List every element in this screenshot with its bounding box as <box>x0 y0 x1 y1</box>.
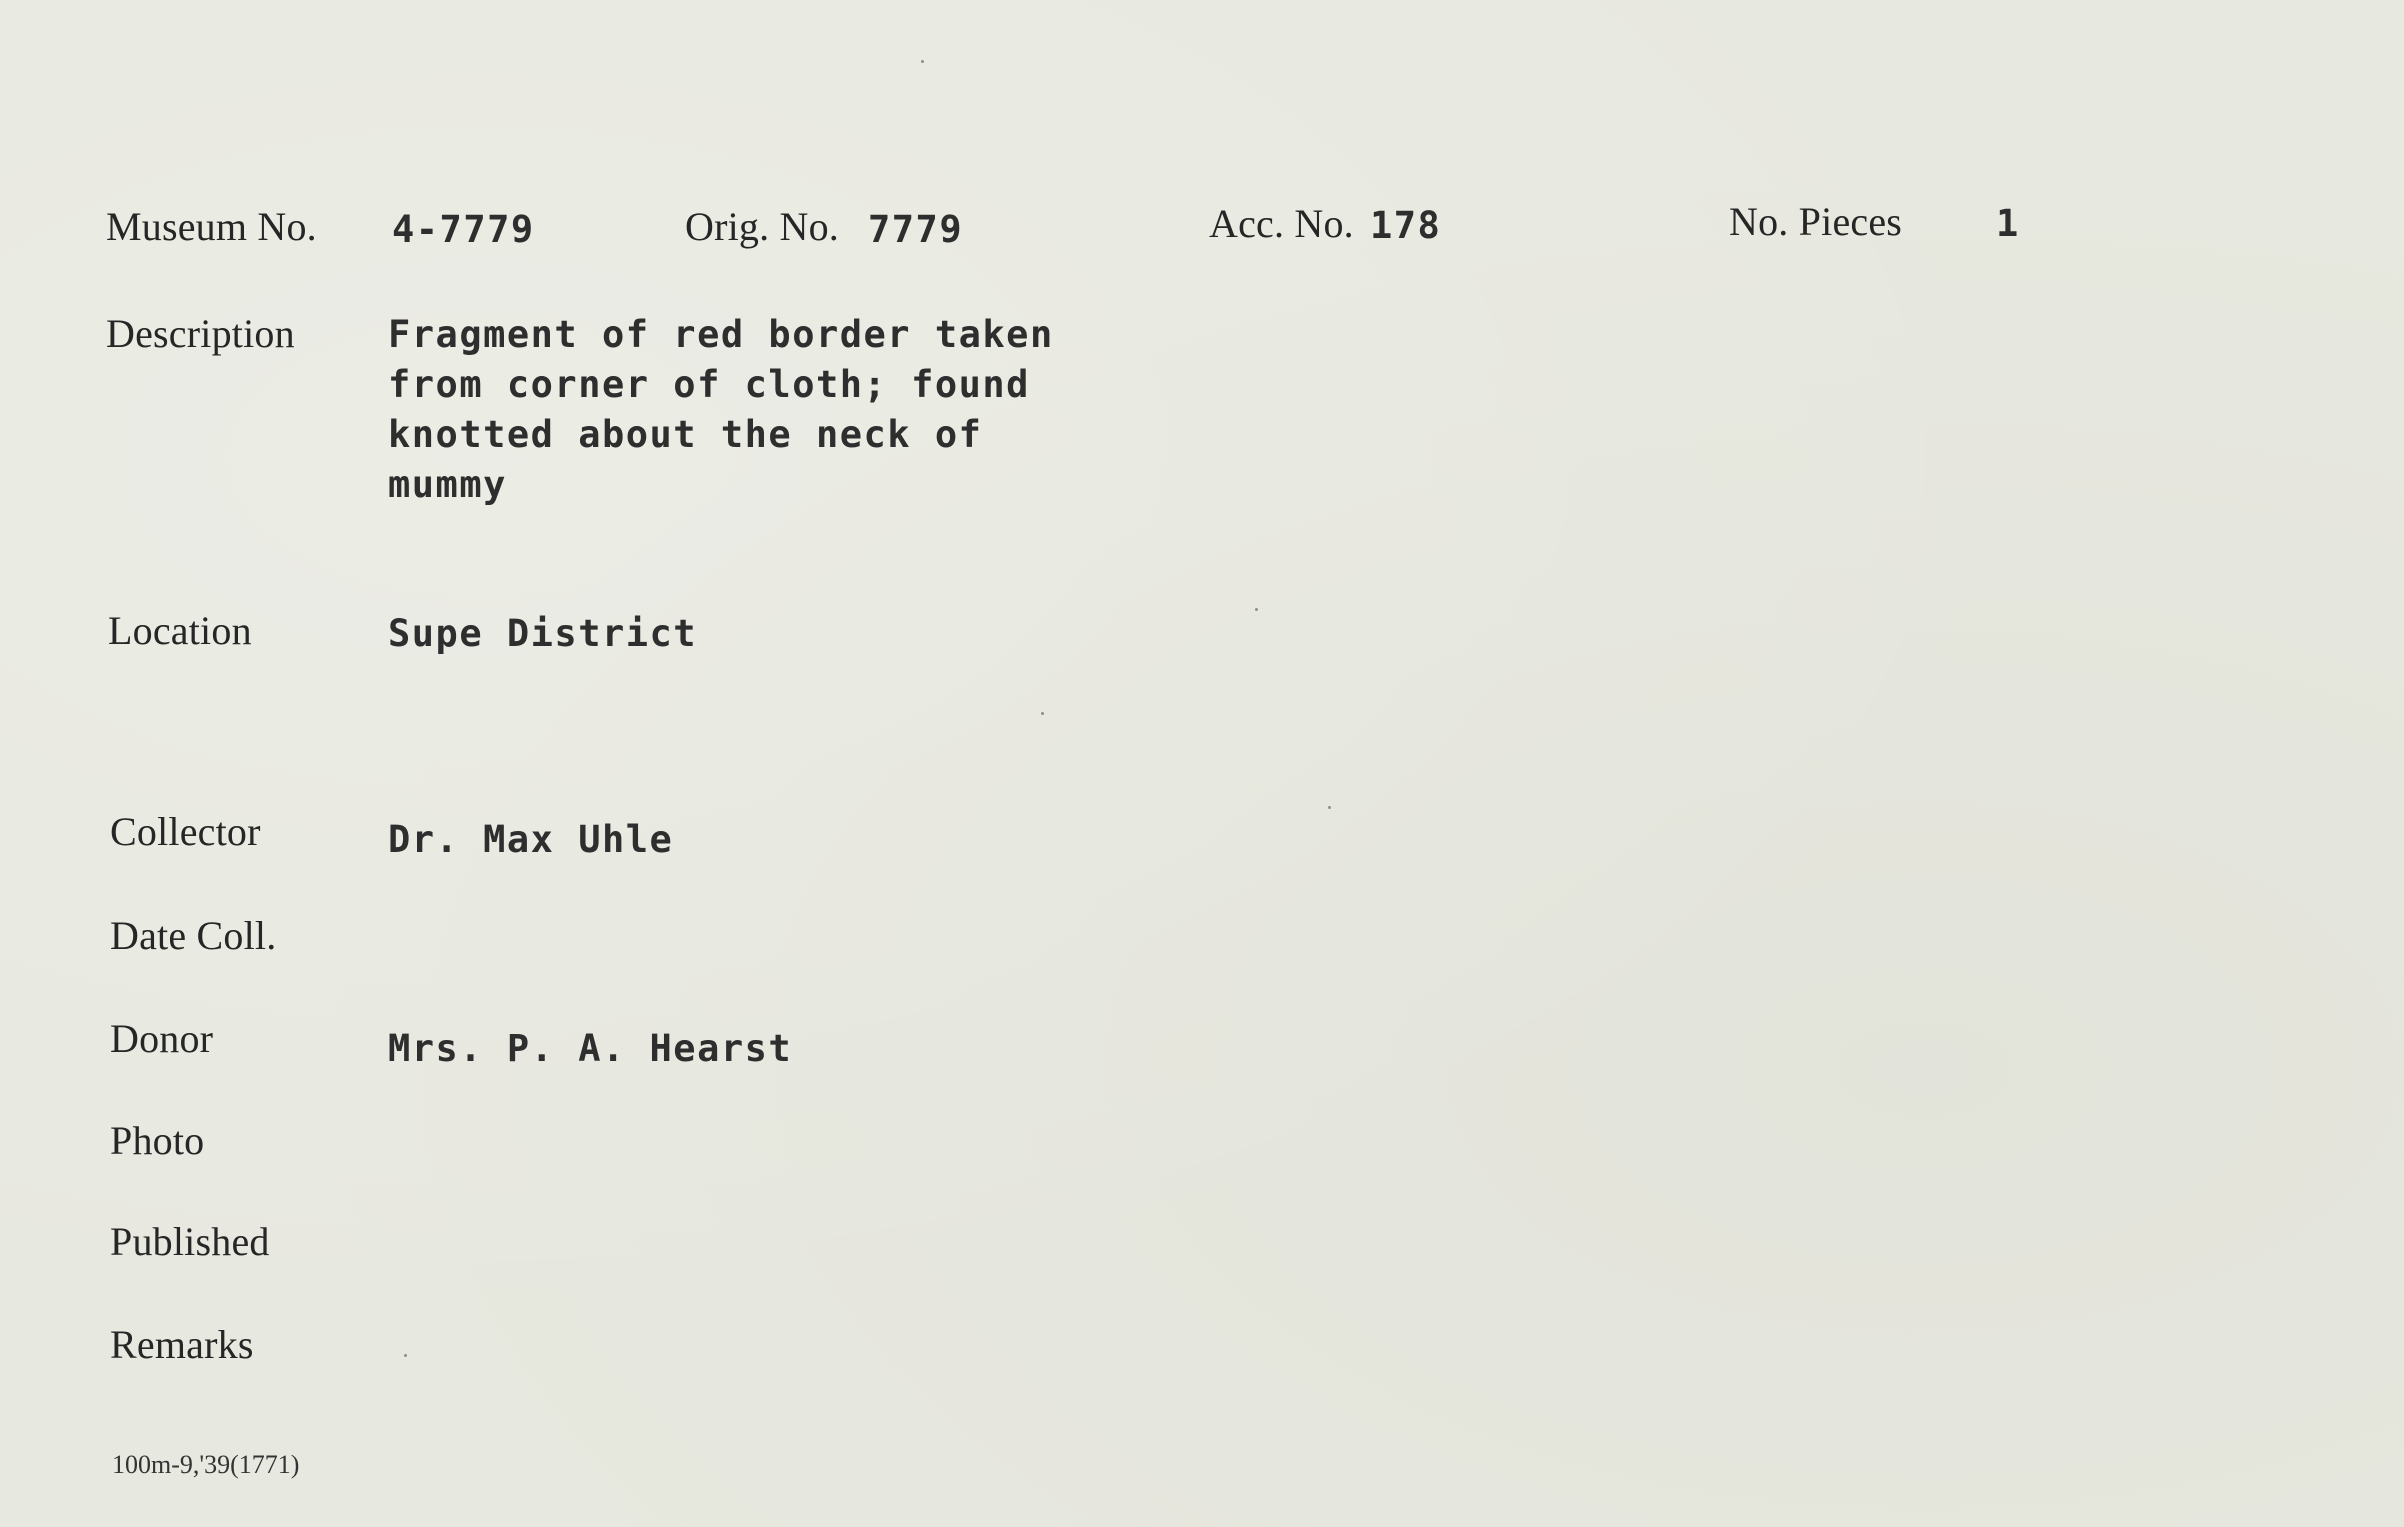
published-label: Published <box>110 1219 270 1264</box>
no-pieces-value: 1 <box>1996 202 2020 245</box>
description-label: Description <box>106 311 295 356</box>
orig-no-label: Orig. No. <box>685 204 840 249</box>
description-value <box>388 310 1054 510</box>
orig-no-value: 7779 <box>868 208 964 251</box>
no-pieces-label: No. Pieces <box>1729 199 1903 244</box>
acc-no-label: Acc. No. <box>1209 201 1354 246</box>
printer-code: 100m-9,'39(1771) <box>112 1450 300 1479</box>
collector-label: Collector <box>110 809 261 854</box>
description-line: Fragment of red border taken <box>388 313 1054 356</box>
location-label: Location <box>108 608 252 653</box>
description-line: mummy <box>388 463 507 506</box>
paper-speck <box>1041 712 1044 715</box>
museum-no-value: 4-7779 <box>392 208 535 251</box>
location-value: Supe District <box>388 612 698 655</box>
photo-label: Photo <box>110 1118 205 1163</box>
museum-no-label: Museum No. <box>106 204 317 249</box>
description-line: knotted about the neck of <box>388 413 983 456</box>
collector-value: Dr. Max Uhle <box>388 818 674 861</box>
donor-label: Donor <box>110 1016 214 1061</box>
acc-no-value: 178 <box>1370 204 1442 247</box>
remarks-label: Remarks <box>110 1322 254 1367</box>
paper-speck <box>921 60 924 63</box>
date-coll-label: Date Coll. <box>110 913 277 958</box>
description-line: from corner of cloth; found <box>388 363 1030 406</box>
paper-speck <box>1328 806 1331 809</box>
donor-value: Mrs. P. A. Hearst <box>388 1027 793 1070</box>
paper-speck <box>1255 608 1258 611</box>
paper-speck <box>404 1354 407 1357</box>
